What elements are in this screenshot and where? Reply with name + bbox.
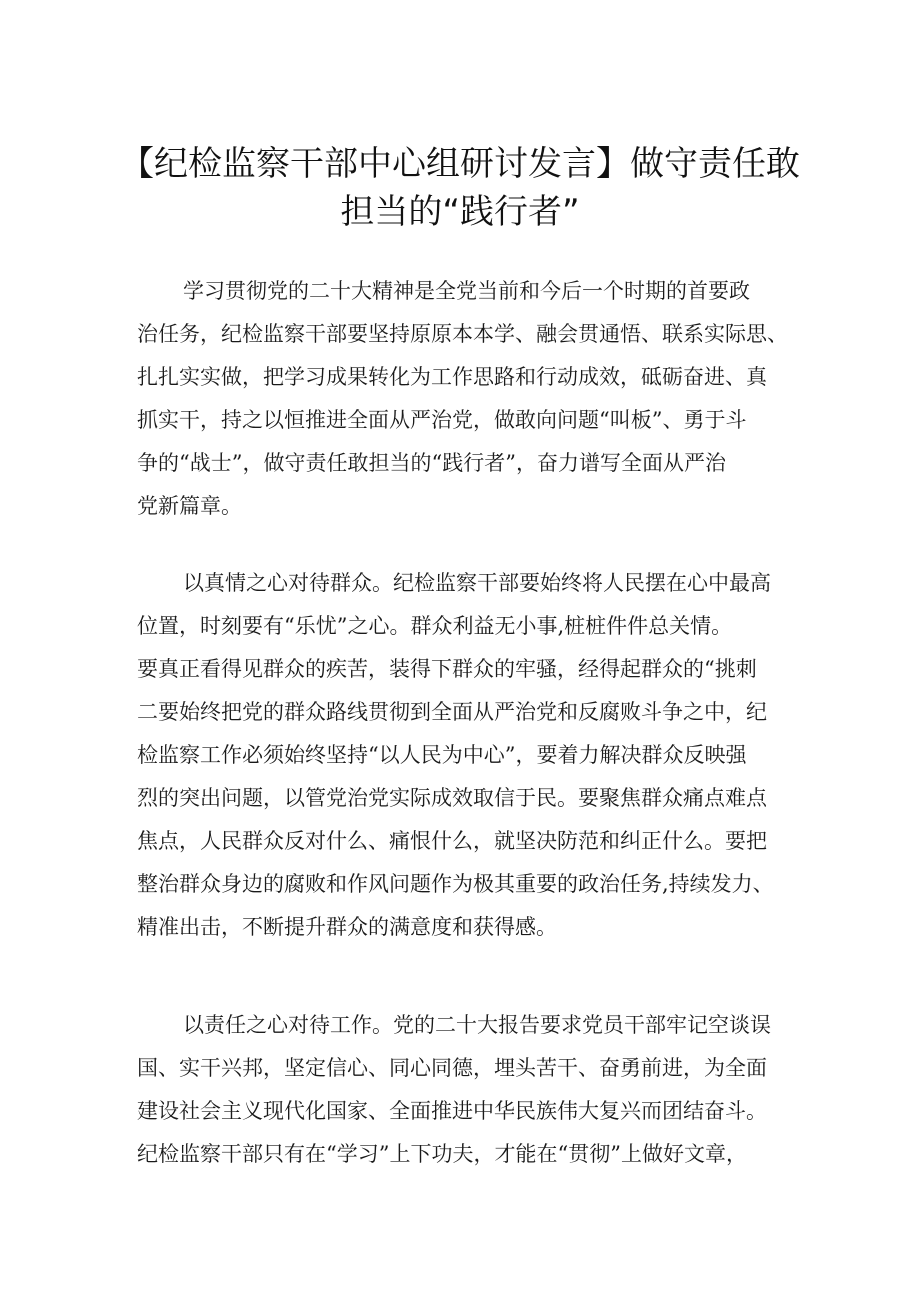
title-line-1: 【纪检监察干部中心组研讨发言】做守责任敢	[120, 144, 800, 184]
paragraph-line: 焦点，人民群众反对什么、痛恨什么，就坚决防范和纠正什么。要把	[137, 829, 767, 853]
paragraph-line: 检监察工作必须始终坚持“以人民为中心”，要着力解决群众反映强	[137, 743, 747, 767]
paragraph-line: 以责任之心对待工作。党的二十大报告要求党员干部牢记空谈误	[183, 1013, 771, 1037]
paragraph-2	[137, 562, 787, 949]
paragraph-line: 要真正看得见群众的疾苦，装得下群众的牢骚，经得起群众的“挑刺	[137, 657, 757, 681]
paragraph-line: 治任务，纪检监察干部要坚持原原本本学、融会贯通悟、联系实际思、	[137, 322, 788, 346]
paragraph-line: 争的“战士”，做守责任敢担当的“践行者”，奋力谱写全面从严治	[137, 451, 726, 475]
document-title	[120, 140, 800, 236]
paragraph-line: 烈的突出问题，以管党治党实际成效取信于民。要聚焦群众痛点难点	[137, 786, 767, 810]
paragraph-1	[137, 270, 787, 528]
paragraph-line: 党新篇章。	[137, 494, 242, 518]
paragraph-line: 抓实干，持之以恒推进全面从严治党，做敢向问题“叫板”、勇于斗	[137, 408, 747, 432]
title-line-2: 担当的“践行者”	[340, 192, 580, 232]
paragraph-line: 精准出击，不断提升群众的满意度和获得感。	[137, 915, 557, 939]
paragraph-line: 位置，时刻要有“乐忧”之心。群众利益无小事,桩桩件件总关情。	[137, 614, 733, 638]
paragraph-line: 整治群众身边的腐败和作风问题作为极其重要的政治任务,持续发力、	[137, 872, 774, 896]
paragraph-line: 学习贯彻党的二十大精神是全党当前和今后一个时期的首要政	[183, 279, 750, 303]
paragraph-line: 纪检监察干部只有在“学习”上下功夫，才能在“贯彻”上做好文章，	[137, 1142, 747, 1166]
paragraph-line: 扎扎实实做，把学习成果转化为工作思路和行动成效，砥砺奋进、真	[137, 365, 767, 389]
paragraph-line: 建设社会主义现代化国家、全面推进中华民族伟大复兴而团结奋斗。	[137, 1099, 767, 1123]
paragraph-line: 国、实干兴邦，坚定信心、同心同德，埋头苦干、奋勇前进，为全面	[137, 1056, 767, 1080]
paragraph-3	[137, 1004, 787, 1176]
paragraph-line: 以真情之心对待群众。纪检监察干部要始终将人民摆在心中最高	[183, 571, 771, 595]
document-body	[137, 270, 788, 1166]
paragraph-line: 二要始终把党的群众路线贯彻到全面从严治党和反腐败斗争之中，纪	[137, 700, 767, 724]
